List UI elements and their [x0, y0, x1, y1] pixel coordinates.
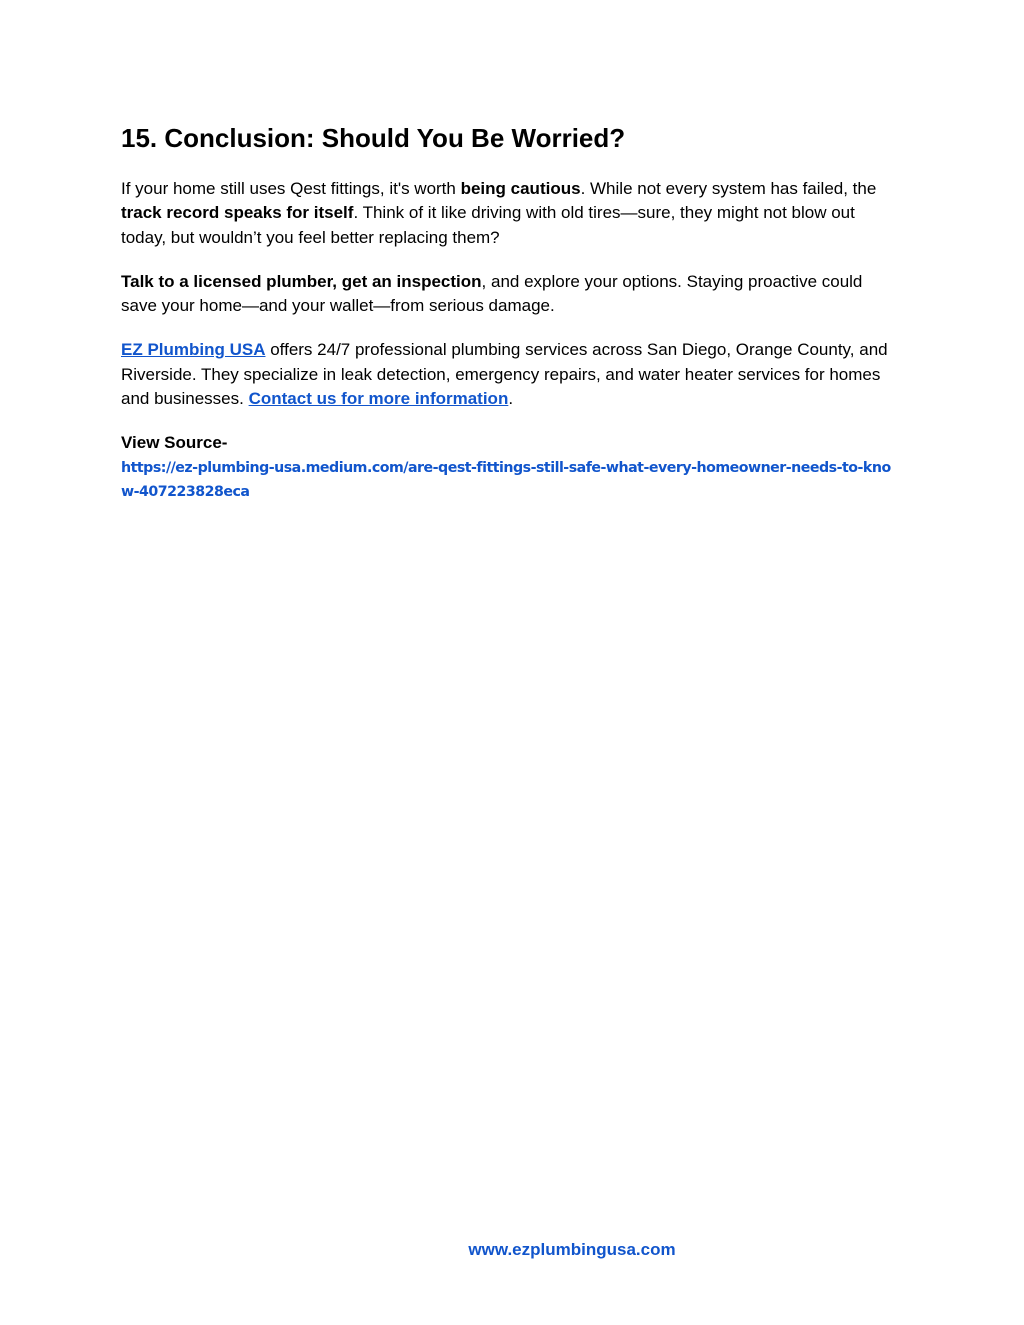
intro-text-3: . Think of it like driving with old tires—sure, they might not blow out today, but wouldn’t you feel better replacing them? [121, 203, 855, 247]
intro-bold-2: track record speaks for itself [121, 203, 354, 223]
advice-bold: Talk to a licensed plumber, get an inspection [121, 271, 482, 291]
company-link[interactable]: EZ Plumbing USA [121, 340, 266, 360]
intro-text-1: If your home still uses Qest fittings, it's worth [121, 179, 461, 198]
paragraph-intro [121, 177, 903, 250]
paragraph-company [121, 338, 903, 411]
paragraph-advice [121, 270, 903, 319]
source-label: View Source- [121, 433, 228, 453]
document-content [121, 118, 903, 505]
footer-website[interactable]: www.ezplumbingusa.com [468, 1240, 676, 1259]
source-url-link[interactable]: https://ez-plumbing-usa.medium.com/are-qest-fittings-still-safe-what-every-homeowner-needs-to-know-407223828eca [121, 459, 891, 501]
source-section [121, 431, 903, 504]
advice-text: , and explore your options. Staying proactive could save your home—and your wallet—from serious damage. [121, 271, 863, 316]
company-text: offers 24/7 professional plumbing services across San Diego, Orange County, and Riverside. They specialize in leak detection, emergency repairs, and water heater services for homes and businesses. [121, 340, 888, 409]
intro-text-2: . While not every system has failed, the [580, 179, 877, 198]
company-text-end: . [508, 389, 514, 409]
intro-bold-1: being cautious [460, 179, 581, 198]
page-title: 15. Conclusion: Should You Be Worried? [121, 123, 626, 153]
contact-link[interactable]: Contact us for more information [248, 389, 509, 409]
